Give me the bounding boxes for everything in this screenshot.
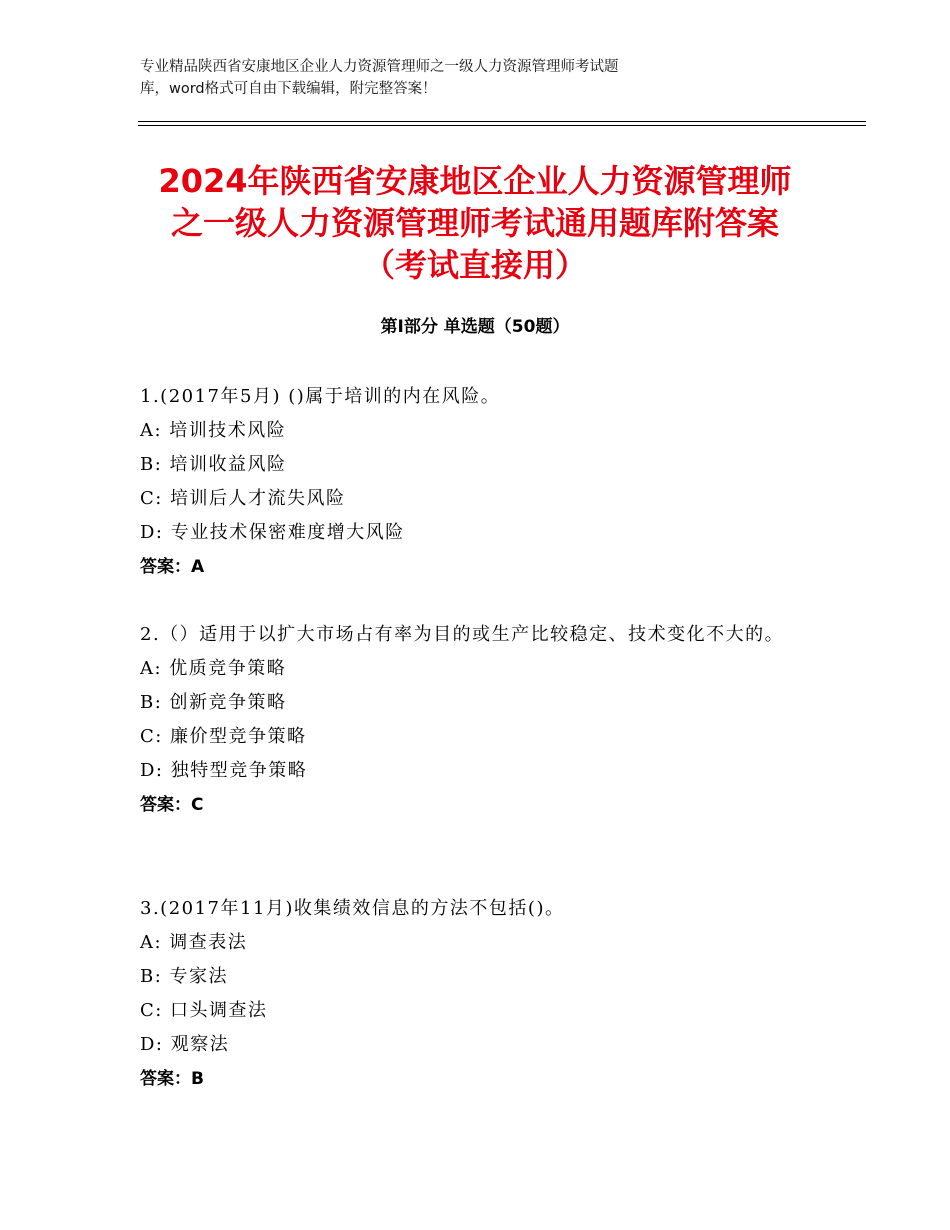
option-a: A: 优质竞争策略 bbox=[140, 658, 287, 679]
question-stem: 1.(2017年5月) ()属于培训的内在风险。 bbox=[140, 386, 501, 407]
answer: 答案：A bbox=[140, 557, 205, 577]
option-a: A: 培训技术风险 bbox=[140, 420, 287, 441]
option-c: C: 口头调查法 bbox=[140, 1000, 268, 1021]
question-1 bbox=[140, 380, 820, 584]
answer: 答案：C bbox=[140, 795, 204, 815]
header-note-line-2: 库，word格式可自由下载编辑，附完整答案！ bbox=[140, 81, 437, 97]
question-3 bbox=[140, 892, 820, 1096]
title-line-1: 2024年陕西省安康地区企业人力资源管理师 bbox=[158, 162, 792, 200]
header-rule-bottom bbox=[138, 125, 866, 126]
question-stem: 2.（）适用于以扩大市场占有率为目的或生产比较稳定、技术变化不大的。 bbox=[140, 624, 785, 645]
question-stem: 3.(2017年11月)收集绩效信息的方法不包括()。 bbox=[140, 898, 565, 919]
header-rule-top bbox=[138, 121, 866, 122]
document-title bbox=[100, 160, 850, 286]
option-d: D: 专业技术保密难度增大风险 bbox=[140, 522, 405, 543]
title-line-2: 之一级人力资源管理师考试通用题库附答案 bbox=[170, 204, 779, 242]
option-d: D: 观察法 bbox=[140, 1034, 230, 1055]
option-c: C: 廉价型竞争策略 bbox=[140, 726, 307, 747]
option-d: D: 独特型竞争策略 bbox=[140, 760, 308, 781]
answer: 答案：B bbox=[140, 1069, 204, 1089]
section-title: 第Ⅰ部分 单选题（50题） bbox=[380, 317, 570, 337]
option-b: B: 培训收益风险 bbox=[140, 454, 287, 475]
question-2 bbox=[140, 618, 820, 822]
option-b: B: 创新竞争策略 bbox=[140, 692, 287, 713]
option-a: A: 调查表法 bbox=[140, 932, 248, 953]
header-note bbox=[140, 56, 820, 100]
title-line-3: （考试直接用） bbox=[362, 246, 587, 284]
option-b: B: 专家法 bbox=[140, 966, 229, 987]
header-note-line-1: 专业精品陕西省安康地区企业人力资源管理师之一级人力资源管理师考试题 bbox=[140, 59, 619, 75]
option-c: C: 培训后人才流失风险 bbox=[140, 488, 346, 509]
